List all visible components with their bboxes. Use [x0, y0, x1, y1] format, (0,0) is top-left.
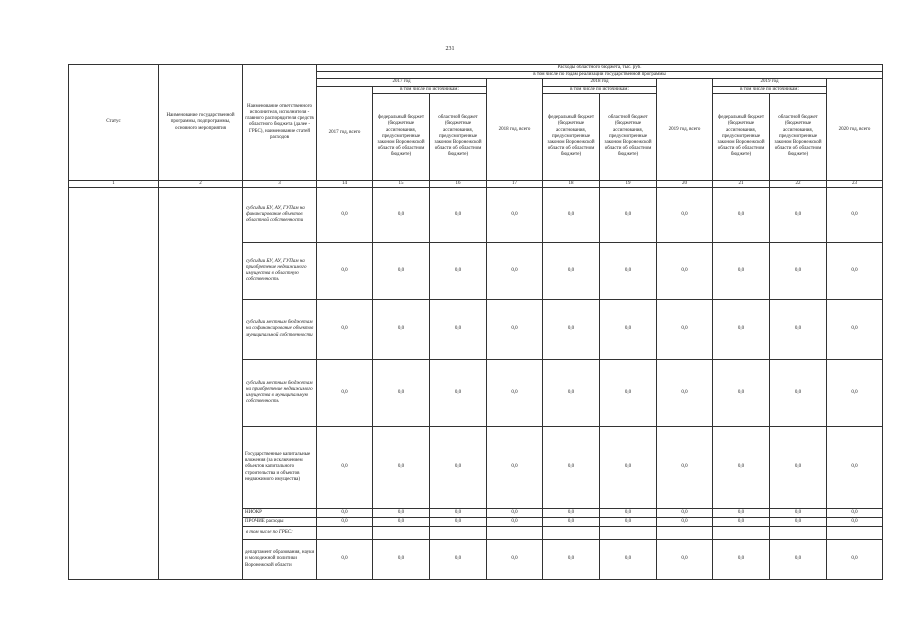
- value-cell: 0,0: [373, 188, 430, 243]
- column-number: 3: [243, 180, 317, 187]
- value-cell: 0,0: [827, 518, 883, 527]
- row-label: НИОКР: [243, 509, 317, 518]
- value-cell: 0,0: [713, 360, 770, 427]
- value-cell: [373, 527, 430, 540]
- value-cell: 0,0: [430, 188, 487, 243]
- status-cell: [69, 188, 159, 580]
- header-sources-2017: в том числе по источникам:: [373, 86, 487, 93]
- value-cell: 0,0: [713, 509, 770, 518]
- header-sources-2018: в том числе по источникам:: [543, 86, 657, 93]
- value-cell: 0,0: [770, 518, 827, 527]
- header-status: Статус: [69, 65, 159, 181]
- value-cell: 0,0: [317, 360, 373, 427]
- value-cell: 0,0: [827, 427, 883, 509]
- value-cell: 0,0: [430, 427, 487, 509]
- column-number: 14: [317, 180, 373, 187]
- header-executor: Наименование ответственного исполнителя, исполнителя - главного распорядителя средств областного бюджета (далее - ГРБС), наименование статей расходов: [243, 65, 317, 181]
- row-label: субсидии местным бюджетам на софинансирование объектов муниципальной собственности: [243, 300, 317, 360]
- value-cell: [317, 527, 373, 540]
- header-federal-2019: федеральный бюджет (бюджетные ассигнования, предусмотренные законом Воронежской области об областном бюджете): [713, 93, 770, 180]
- value-cell: 0,0: [657, 300, 713, 360]
- value-cell: 0,0: [600, 360, 657, 427]
- value-cell: 0,0: [600, 427, 657, 509]
- value-cell: 0,0: [657, 188, 713, 243]
- column-number: 15: [373, 180, 430, 187]
- value-cell: 0,0: [713, 300, 770, 360]
- header-program-name: Наименование государственной программы, подпрограммы, основного мероприятия: [159, 65, 243, 181]
- value-cell: 0,0: [657, 540, 713, 580]
- value-cell: 0,0: [713, 188, 770, 243]
- value-cell: 0,0: [543, 243, 600, 300]
- value-cell: 0,0: [770, 540, 827, 580]
- value-cell: 0,0: [543, 360, 600, 427]
- value-cell: 0,0: [600, 243, 657, 300]
- header-sources-2019: в том числе по источникам:: [713, 86, 827, 93]
- header-year-2019: 2019 год: [713, 79, 827, 86]
- value-cell: 0,0: [543, 540, 600, 580]
- column-number: 18: [543, 180, 600, 187]
- value-cell: 0,0: [827, 360, 883, 427]
- value-cell: 0,0: [430, 300, 487, 360]
- value-cell: 0,0: [827, 243, 883, 300]
- value-cell: 0,0: [713, 427, 770, 509]
- header-total-2017: 2017 год, всего: [317, 86, 373, 180]
- value-cell: 0,0: [373, 540, 430, 580]
- column-number: 1: [69, 180, 159, 187]
- value-cell: 0,0: [317, 509, 373, 518]
- value-cell: 0,0: [713, 540, 770, 580]
- value-cell: 0,0: [487, 300, 543, 360]
- value-cell: 0,0: [487, 243, 543, 300]
- header-total-2019: 2019 год, всего: [657, 79, 713, 180]
- value-cell: 0,0: [770, 360, 827, 427]
- value-cell: [827, 527, 883, 540]
- value-cell: 0,0: [373, 509, 430, 518]
- column-number: 2: [159, 180, 243, 187]
- value-cell: 0,0: [373, 427, 430, 509]
- header-regional-2017: областной бюджет (бюджетные ассигнования, предусмотренные законом Воронежской области об областном бюджете): [430, 93, 487, 180]
- value-cell: 0,0: [827, 540, 883, 580]
- value-cell: 0,0: [600, 188, 657, 243]
- row-label: ПРОЧИЕ расходы: [243, 518, 317, 527]
- value-cell: 0,0: [373, 300, 430, 360]
- table-row: [69, 188, 883, 243]
- value-cell: 0,0: [430, 518, 487, 527]
- budget-table: [68, 64, 883, 580]
- row-label: субсидии БУ, АУ, ГУПам на приобретение недвижимого имущества в областную собственность: [243, 243, 317, 300]
- value-cell: 0,0: [657, 360, 713, 427]
- value-cell: 0,0: [373, 360, 430, 427]
- value-cell: 0,0: [770, 300, 827, 360]
- value-cell: 0,0: [487, 360, 543, 427]
- value-cell: [487, 527, 543, 540]
- value-cell: 0,0: [430, 243, 487, 300]
- value-cell: 0,0: [657, 243, 713, 300]
- value-cell: 0,0: [657, 518, 713, 527]
- value-cell: [657, 527, 713, 540]
- value-cell: 0,0: [487, 188, 543, 243]
- column-number: 23: [827, 180, 883, 187]
- value-cell: 0,0: [487, 540, 543, 580]
- value-cell: 0,0: [317, 427, 373, 509]
- column-number: 16: [430, 180, 487, 187]
- value-cell: 0,0: [600, 509, 657, 518]
- value-cell: 0,0: [543, 300, 600, 360]
- value-cell: [600, 527, 657, 540]
- value-cell: 0,0: [317, 518, 373, 527]
- value-cell: 0,0: [770, 509, 827, 518]
- value-cell: [713, 527, 770, 540]
- value-cell: 0,0: [317, 300, 373, 360]
- value-cell: [770, 527, 827, 540]
- value-cell: 0,0: [600, 300, 657, 360]
- value-cell: 0,0: [827, 188, 883, 243]
- header-federal-2018: федеральный бюджет (бюджетные ассигнования, предусмотренные законом Воронежской области об областном бюджете): [543, 93, 600, 180]
- value-cell: 0,0: [770, 188, 827, 243]
- value-cell: 0,0: [827, 509, 883, 518]
- row-label: департамент образования, науки и молодежной политики Воронежской области: [243, 540, 317, 580]
- header-total-2020: 2020 год, всего: [827, 79, 883, 180]
- value-cell: 0,0: [713, 518, 770, 527]
- value-cell: 0,0: [317, 188, 373, 243]
- row-label: в том числе по ГРБС:: [243, 527, 317, 540]
- value-cell: 0,0: [487, 427, 543, 509]
- value-cell: 0,0: [487, 518, 543, 527]
- value-cell: 0,0: [430, 540, 487, 580]
- value-cell: 0,0: [373, 243, 430, 300]
- column-number: 22: [770, 180, 827, 187]
- column-number: 19: [600, 180, 657, 187]
- value-cell: 0,0: [373, 518, 430, 527]
- value-cell: 0,0: [430, 509, 487, 518]
- value-cell: 0,0: [600, 518, 657, 527]
- value-cell: 0,0: [430, 360, 487, 427]
- value-cell: 0,0: [713, 243, 770, 300]
- value-cell: 0,0: [770, 427, 827, 509]
- program-cell: [159, 188, 243, 580]
- value-cell: 0,0: [543, 188, 600, 243]
- column-numbers-row: [69, 180, 883, 187]
- row-label: субсидии местным бюджетам на приобретение недвижимого имущества в муниципальную собственность: [243, 360, 317, 427]
- page-number: 231: [445, 46, 455, 52]
- value-cell: 0,0: [827, 300, 883, 360]
- header-regional-2019: областной бюджет (бюджетные ассигнования, предусмотренные законом Воронежской области об областном бюджете): [770, 93, 827, 180]
- value-cell: 0,0: [317, 243, 373, 300]
- value-cell: 0,0: [770, 243, 827, 300]
- header-federal-2017: федеральный бюджет (бюджетные ассигнования, предусмотренные законом Воронежской области об областном бюджете): [373, 93, 430, 180]
- header-year-2017: 2017 год: [317, 79, 487, 86]
- header-total-2018: 2018 год, всего: [487, 79, 543, 180]
- header-expenses-title: Расходы областного бюджета, тыс. руб.: [317, 65, 883, 72]
- value-cell: 0,0: [317, 540, 373, 580]
- value-cell: 0,0: [543, 518, 600, 527]
- header-regional-2018: областной бюджет (бюджетные ассигнования, предусмотренные законом Воронежской области об областном бюджете): [600, 93, 657, 180]
- column-number: 20: [657, 180, 713, 187]
- row-label: субсидии БУ, АУ, ГУПам на финансирование объектов областной собственности: [243, 188, 317, 243]
- value-cell: 0,0: [487, 509, 543, 518]
- value-cell: 0,0: [543, 427, 600, 509]
- row-label: Государственные капитальные вложения (за исключением объектов капитального строительства и объектов недвижимого имущества): [243, 427, 317, 509]
- value-cell: 0,0: [657, 509, 713, 518]
- header-by-years: в том числе по годам реализации государственной программы: [317, 72, 883, 79]
- value-cell: 0,0: [543, 509, 600, 518]
- value-cell: 0,0: [600, 540, 657, 580]
- column-number: 17: [487, 180, 543, 187]
- header-year-2018: 2018 год: [543, 79, 657, 86]
- value-cell: [430, 527, 487, 540]
- column-number: 21: [713, 180, 770, 187]
- value-cell: [543, 527, 600, 540]
- value-cell: 0,0: [657, 427, 713, 509]
